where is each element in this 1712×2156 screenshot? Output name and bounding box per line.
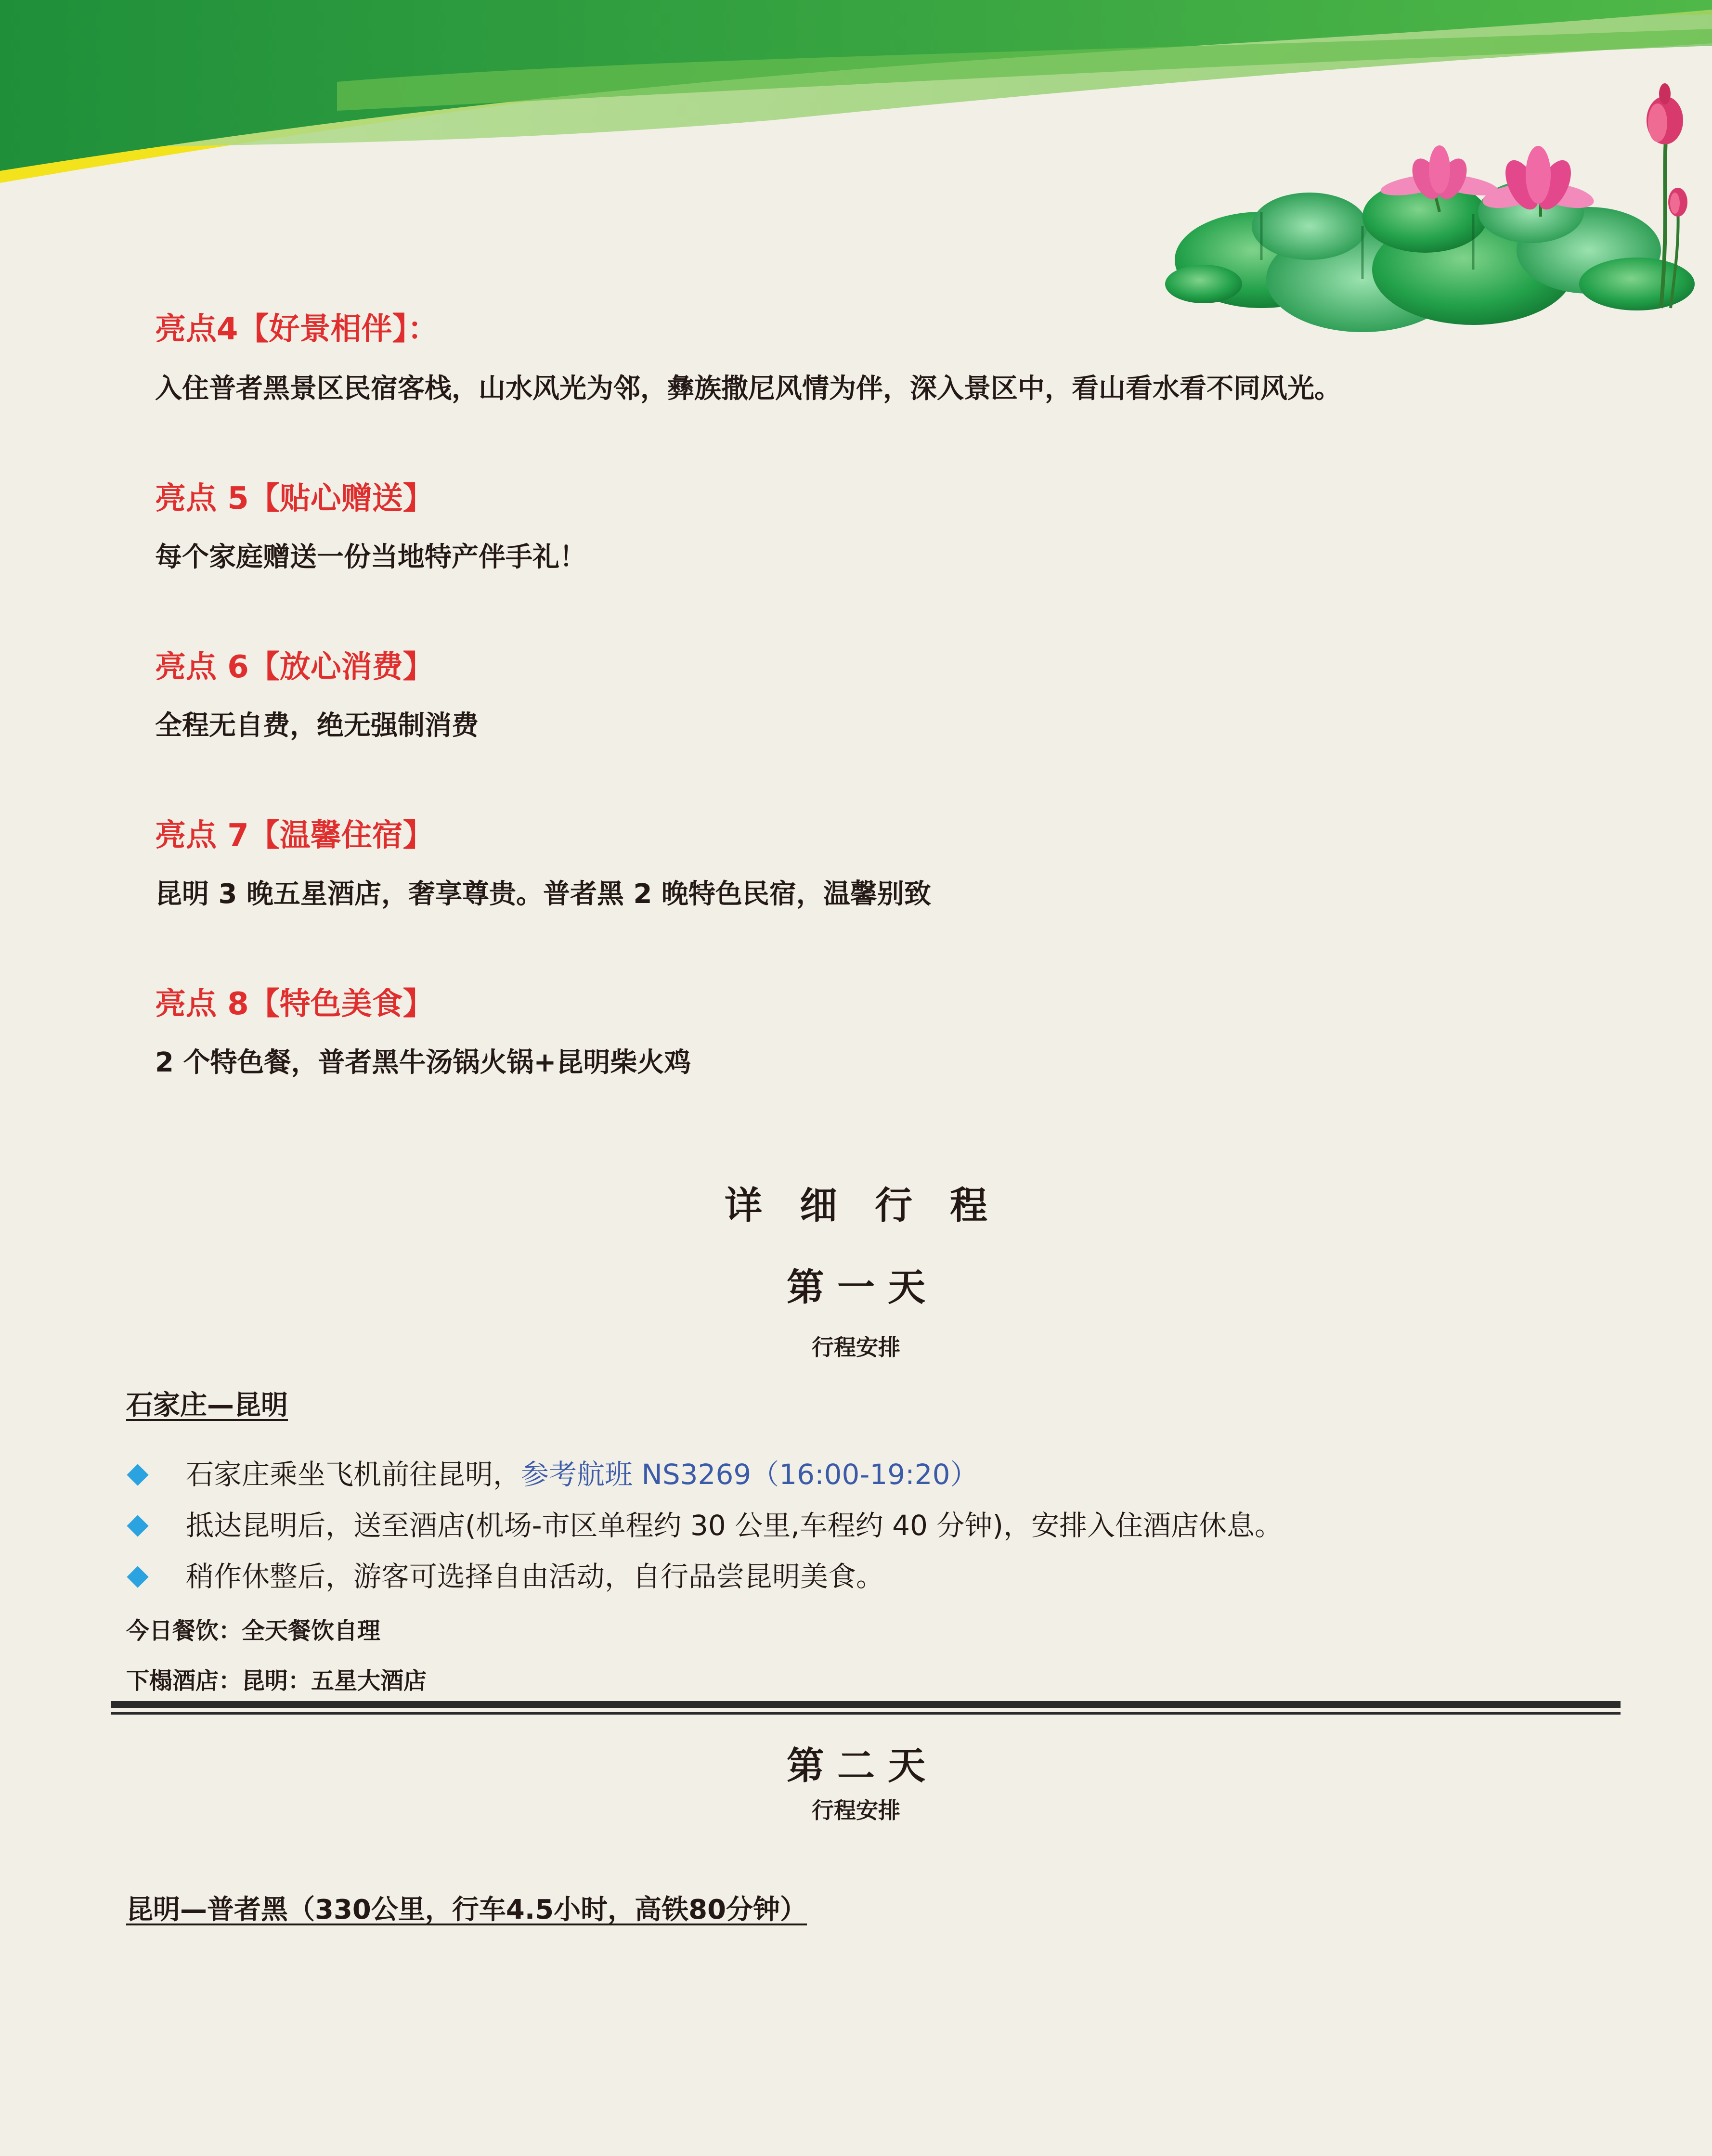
diamond-bullet-icon <box>127 1515 148 1536</box>
itinerary-title: 详 细 行 程 <box>724 1184 987 1227</box>
flight-reference: 参考航班 NS3269（16:00-19:20） <box>521 1458 978 1491</box>
header-banner <box>0 0 1712 337</box>
day1-title: 第 一 天 <box>786 1266 926 1309</box>
diamond-bullet-icon <box>127 1464 148 1485</box>
lotus-bud-icon <box>1647 83 1683 144</box>
highlight-8-title: 亮点 8【特色美食】 <box>155 986 434 1022</box>
highlight-4-desc: 入住普者黑景区民宿客栈，山水风光为邻，彝族撒尼风情为伴，深入景区中，看山看水看不同风光。 <box>155 373 1341 404</box>
highlight-5-desc: 每个家庭赠送一份当地特产伴手礼！ <box>155 542 586 573</box>
day2-subtitle: 行程安排 <box>812 1797 900 1823</box>
lotus-leaves-icon <box>1165 181 1695 332</box>
day1-meals: 今日餐饮：全天餐饮自理 <box>126 1617 381 1644</box>
day2-title: 第 二 天 <box>786 1744 926 1788</box>
lotus-bud-icon <box>1668 188 1687 217</box>
day1-subtitle: 行程安排 <box>812 1334 900 1360</box>
section-divider-thin <box>111 1712 1621 1715</box>
day1-hotel: 下榻酒店：昆明：五星大酒店 <box>126 1667 427 1694</box>
highlight-5-title: 亮点 5【贴心赠送】 <box>155 481 434 516</box>
highlight-7-title: 亮点 7【温馨住宿】 <box>155 818 434 853</box>
section-divider-thick <box>111 1701 1621 1708</box>
highlight-7-desc: 昆明 3 晚五星酒店，奢享尊贵。普者黑 2 晚特色民宿，温馨别致 <box>155 878 931 910</box>
day2-route: 昆明—普者黑（330公里，行车4.5小时，高铁80分钟） <box>126 1894 807 1925</box>
highlight-6-desc: 全程无自费，绝无强制消费 <box>155 710 479 741</box>
bullet-text: 石家庄乘坐飞机前往昆明， <box>186 1458 521 1491</box>
highlight-6-title: 亮点 6【放心消费】 <box>155 649 434 685</box>
bullet-text: 抵达昆明后，送至酒店(机场-市区单程约 30 公里,车程约 40 分钟)，安排入住酒店休息。 <box>186 1509 1283 1542</box>
highlight-4-title: 亮点4【好景相伴】： <box>155 311 439 347</box>
bullet-text: 稍作休整后，游客可选择自由活动，自行品尝昆明美食。 <box>186 1560 884 1593</box>
day1-route: 石家庄—昆明 <box>126 1390 288 1421</box>
diamond-bullet-icon <box>127 1566 148 1588</box>
highlight-8-desc: 2 个特色餐，普者黑牛汤锅火锅+昆明柴火鸡 <box>155 1047 691 1078</box>
